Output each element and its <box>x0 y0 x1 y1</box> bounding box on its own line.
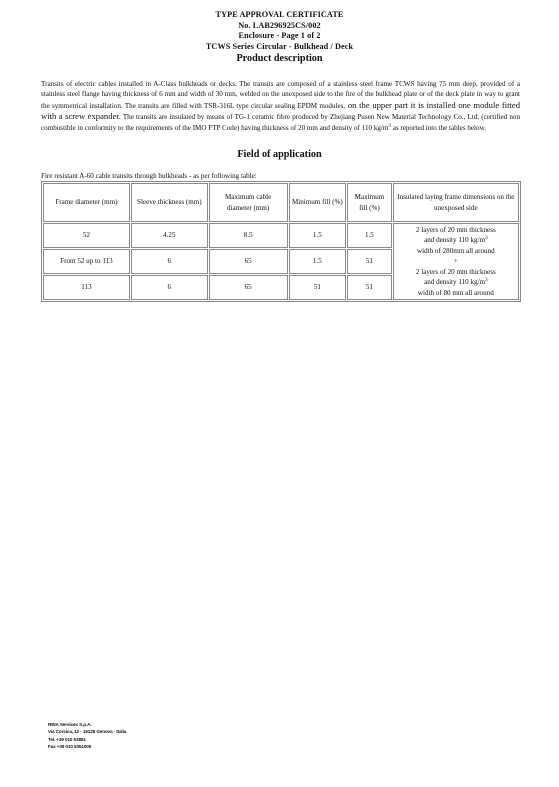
header-min-fill: Minimum fill (%) <box>289 183 347 222</box>
insulation-line: 2 layers of 20 mm thickness <box>415 267 496 276</box>
field-of-application-heading: Field of application <box>237 149 322 160</box>
description-part-2: on the upper part it is installed one module fitted with a screw expander. <box>41 99 521 122</box>
footer-address: Via Corsica, 12 - 16128 Genova - Italia <box>48 729 127 735</box>
cell-frame: From 52 up to 113 <box>43 249 130 274</box>
footer-fax: Fax +39 010 5351000 <box>48 744 92 750</box>
description-superscript: 3 <box>388 123 391 129</box>
header-sleeve-thickness: Sleeve thickness (mm) <box>131 183 208 222</box>
insulation-line: 2 layers of 20 mm thickness <box>415 226 496 235</box>
cell-min-fill: 51 <box>289 275 347 300</box>
application-table <box>41 181 521 302</box>
cell-frame: 113 <box>43 275 130 300</box>
insulation-plus: + <box>453 257 458 266</box>
table-row <box>43 223 519 248</box>
cell-sleeve: 6 <box>131 275 208 300</box>
insulation-line: width of 80 mm all around <box>417 288 494 297</box>
header-insulated-laying: Insulated laying frame dimensions on the unexposed side <box>393 183 519 222</box>
cell-insulation-dimensions <box>393 223 519 300</box>
insulation-line: and density 110 $kg/m^3$ <box>424 236 488 245</box>
cell-max-fill: 1.5 <box>347 223 391 248</box>
insulation-line: width of 280mm all around <box>417 246 495 255</box>
certificate-header <box>0 10 559 65</box>
description-part-4: as reported into the tables below. <box>390 123 487 132</box>
header-max-cable-diameter: Maximum cable diameter (mm) <box>209 183 288 222</box>
certificate-type: TYPE APPROVAL CERTIFICATE <box>215 10 344 19</box>
cell-min-fill: 1.5 <box>289 223 347 248</box>
description-part-3: The transits are insulated by means of TG-1 ceramic fibre produced by Zhejiang Pusen New Material Technology Co., Ltd. (certified non combustible in conformity to the requirements of the IMO FTP Code) having thickness of 20 mm and density of 110 kg/m <box>41 113 520 132</box>
footer-tel: Tel. +39 010 53851 <box>48 736 86 742</box>
cell-sleeve: 6 <box>131 249 208 274</box>
enclosure-page: Enclosure - Page 1 of 2 <box>238 31 321 41</box>
product-description-text <box>41 79 520 133</box>
product-series: TCWS Series Circular - Bulkhead / Deck <box>205 41 354 51</box>
cell-frame: 52 <box>43 223 130 248</box>
certificate-number: No. LAB296925CS/002 <box>238 20 321 30</box>
product-description-heading: Product description <box>236 53 323 65</box>
field-intro-text: Fire resistant A-60 cable transits through bulkheads - as per following table: <box>41 172 257 180</box>
cell-max-cable: 8.5 <box>209 223 288 248</box>
footer-company: RINA Services S.p.A. <box>48 722 92 727</box>
cell-max-fill: 51 <box>347 249 391 274</box>
insulation-line: and density 110 $kg/m^3$ <box>424 278 488 287</box>
company-footer <box>48 721 126 751</box>
cell-max-cable: 65 <box>209 249 288 274</box>
cell-min-fill: 1.5 <box>289 249 347 274</box>
cell-max-fill: 51 <box>347 275 391 300</box>
table-header-row <box>43 183 519 222</box>
cell-max-cable: 65 <box>209 275 288 300</box>
description-part-1: Transits of electric cables installed in A-Class bulkheads or decks. The transits are composed of a stainless steel frame TCWS having 75 mm deep, provided of a stainless steel flange having thickness of 6 mm and width of 30 mm, welded on the unexposed side to the fire of the bulkhead plate or of the deck plate in way to grant the symmetrical installation. The transits are filled with TSR-316L type circular sealing EPDM modules, <box>41 80 520 110</box>
header-frame-diameter: Frame diameter (mm) <box>43 183 130 222</box>
cell-sleeve: 4.25 <box>131 223 208 248</box>
header-max-fill: Maximum fill (%) <box>347 183 391 222</box>
